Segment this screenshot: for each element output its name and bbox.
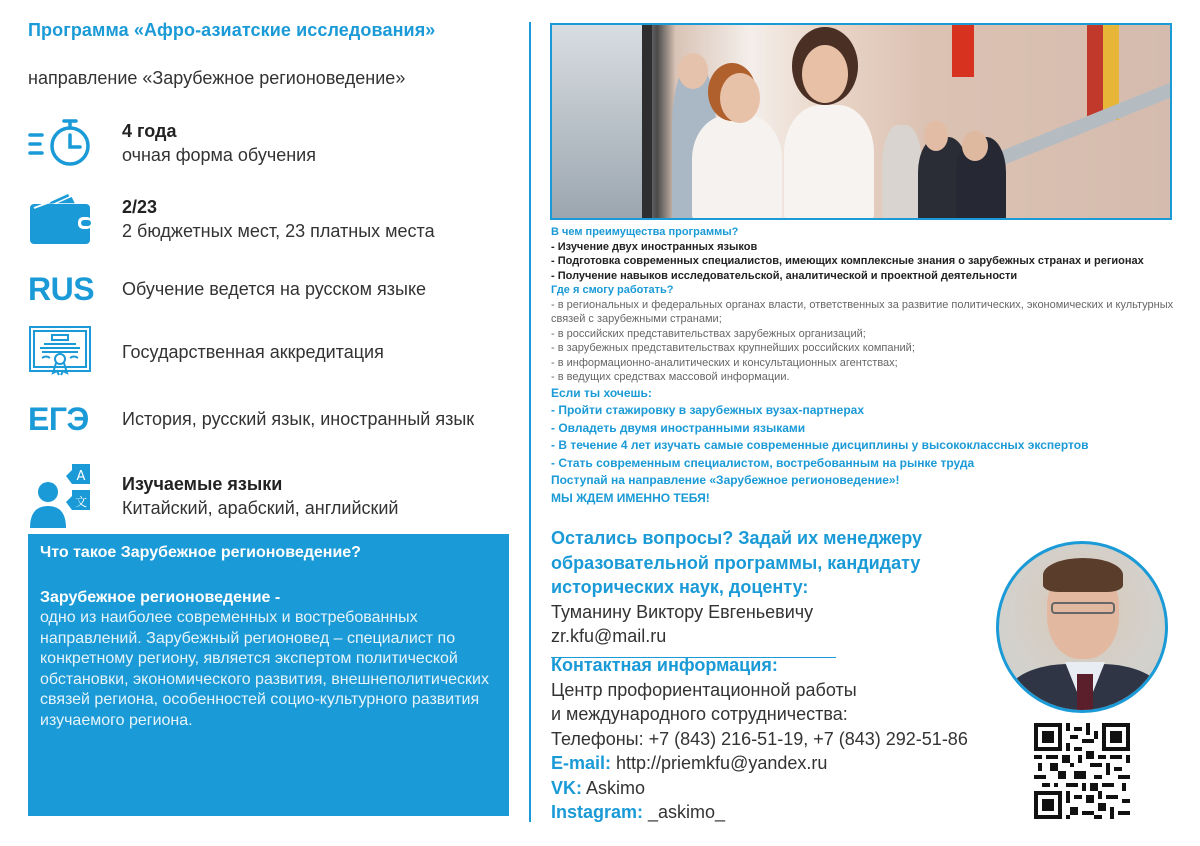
flag-striped-left: [1087, 25, 1103, 120]
avatar-glasses: [1051, 602, 1115, 614]
program-info: [551, 225, 1191, 507]
column-divider: [529, 22, 531, 822]
contacts-section: [551, 653, 1011, 825]
career-item: - в российских представительствах зарубежных организаций;: [551, 327, 866, 340]
vk-label: VK:: [551, 777, 582, 798]
places-value: 2/23: [122, 197, 158, 217]
call-to-action: Поступай на направление «Зарубежное регионоведение»!: [551, 473, 900, 487]
left-column: [0, 0, 528, 846]
career-item: - в региональных и федеральных органах власти, ответственных за развитие политических, экономических и культурных связей с зарубежными странами;: [551, 298, 1174, 325]
advantage-item: - Изучение двух иностранных языков: [551, 240, 758, 253]
person-5-head: [924, 121, 948, 151]
career-item: - в зарубежных представительствах крупнейших российских компаний;: [551, 342, 915, 354]
person-3-head: [802, 45, 848, 103]
wish-item: - Пройти стажировку в зарубежных вузах-партнерах: [551, 403, 865, 417]
feature-accreditation: [28, 325, 384, 379]
career-item: - в информационно-аналитических и консультационных агентствах;: [551, 356, 898, 369]
manager-section: [551, 526, 981, 658]
person-1-head: [678, 53, 708, 89]
svg-text:A: A: [76, 469, 86, 484]
wishes-heading: Если ты хочешь:: [551, 385, 652, 400]
about-region-studies-box: [28, 534, 509, 816]
career-item: - в ведущих средствах массовой информации.: [551, 371, 790, 383]
photo-window: [552, 25, 652, 220]
instagram-row: [551, 800, 1011, 825]
about-question: Что такое Зарубежное регионоведение?: [40, 544, 361, 561]
study-form: очная форма обучения: [122, 145, 316, 165]
manager-name: Туманину Виктору Евгеньевичу: [551, 601, 814, 622]
org-line-2: и международного сотрудничества:: [551, 704, 848, 724]
vk-link[interactable]: Askimo: [582, 777, 646, 798]
places-description: 2 бюджетных мест, 23 платных места: [122, 221, 435, 241]
duration-value: 4 года: [122, 121, 177, 141]
person-translate-icon: [28, 462, 94, 530]
person-6-head: [962, 131, 988, 161]
email-label: E-mail:: [551, 753, 612, 773]
exams-list: История, русский язык, иностранный язык: [122, 409, 475, 429]
language-description: Обучение ведется на русском языке: [122, 279, 427, 299]
email-row: [551, 751, 1011, 776]
feature-places: [28, 192, 435, 246]
manager-heading: Остались вопросы? Задай их менеджеру образовательной программы, кандидату исторических наук, доценту:: [551, 528, 923, 597]
avatar-tie: [1077, 674, 1093, 713]
wallet-icon: [28, 192, 94, 246]
feature-language: [28, 262, 426, 316]
person-2-head: [720, 73, 760, 123]
wish-item: - Стать современным специалистом, востребованным на рынке труда: [551, 455, 975, 470]
languages-heading: Изучаемые языки: [122, 474, 283, 494]
about-description: одно из наиболее современных и востребованных направлений. Зарубежный регионовед – специалист по конкретному региону, является экспертом политической обстановки, экономического развития, внешнеполитических связей региона, особенностей социо-культурного развития изучаемого региона.: [40, 609, 489, 729]
email-link[interactable]: http://priemkfu@yandex.ru: [611, 753, 828, 773]
person-2: [692, 115, 782, 220]
manager-email-link[interactable]: zr.kfu@mail.ru: [551, 626, 667, 646]
direction-subtitle: направление «Зарубежное регионоведение»: [28, 68, 406, 88]
svg-text:文: 文: [74, 495, 88, 509]
exam-icon: ЕГЭ: [28, 400, 89, 437]
students-photo: [550, 23, 1172, 220]
accreditation-text: Государственная аккредитация: [122, 342, 384, 362]
about-term: Зарубежное регионоведение -: [40, 589, 281, 606]
wish-item: - В течение 4 лет изучать самые современные дисциплины у высококлассных экспертов: [551, 438, 1089, 452]
manager-avatar: [996, 541, 1168, 713]
stopwatch-icon: [28, 116, 94, 170]
flag-red: [952, 25, 974, 77]
feature-languages-studied: [28, 462, 398, 530]
feature-duration: [28, 116, 316, 170]
advantage-item: - Получение навыков исследовательской, аналитической и проектной деятельности: [551, 269, 1018, 282]
person-4: [882, 125, 922, 220]
vk-row: [551, 776, 1011, 801]
avatar-hair: [1043, 558, 1123, 592]
advantage-item: - Подготовка современных специалистов, имеющих комплексные знания о зарубежных странах и регионах: [551, 255, 1144, 267]
instagram-link[interactable]: _askimo_: [643, 802, 726, 822]
contacts-heading: Контактная информация:: [551, 655, 778, 675]
advantages-heading: В чем преимущества программы?: [551, 226, 739, 238]
instagram-label: Instagram:: [551, 802, 644, 822]
slogan: МЫ ЖДЕМ ИМЕННО ТЕБЯ!: [551, 490, 710, 505]
feature-exams: [28, 392, 474, 446]
program-title: Программа «Афро-азиатские исследования»: [28, 20, 436, 40]
org-line-1: Центр профориентационной работы: [551, 679, 857, 700]
language-code-icon: RUS: [28, 270, 95, 307]
certificate-icon: [28, 325, 94, 379]
wish-item: - Овладеть двумя иностранными языками: [551, 420, 806, 435]
languages-list: Китайский, арабский, английский: [122, 498, 399, 518]
careers-heading: Где я смогу работать?: [551, 284, 674, 296]
phones: Телефоны: +7 (843) 216-51-19, +7 (843) 292-51-86: [551, 728, 968, 749]
qr-code[interactable]: [1034, 723, 1130, 819]
person-3: [784, 105, 874, 220]
right-column: [540, 0, 1200, 846]
